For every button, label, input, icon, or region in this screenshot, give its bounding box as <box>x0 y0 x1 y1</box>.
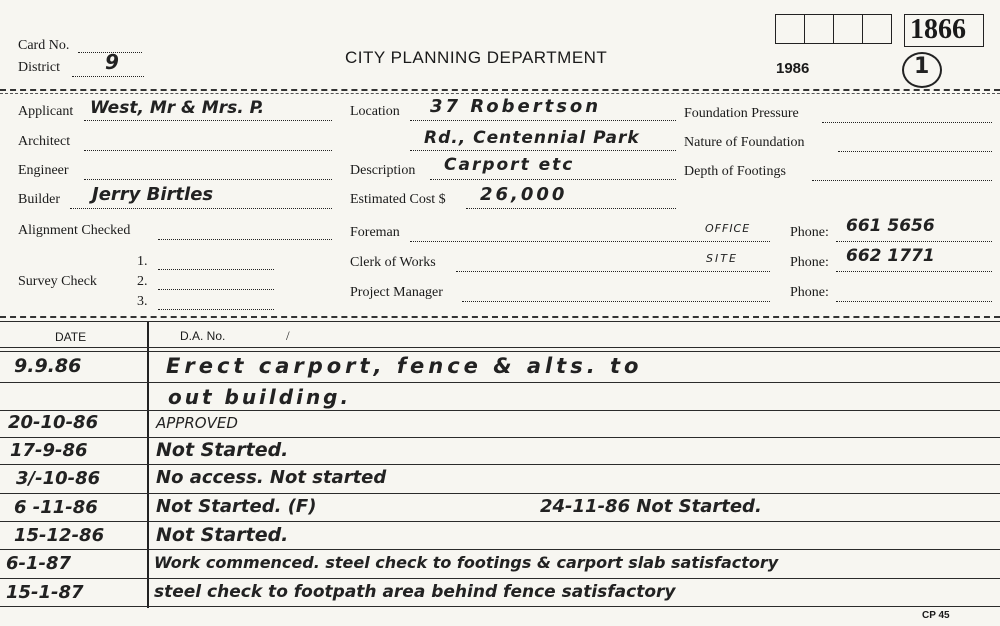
log-rule-1 <box>0 351 1000 352</box>
log-entry-8: Work commenced. steel check to footings & carport slab satisfactory <box>154 553 779 572</box>
number-box-1 <box>775 14 805 44</box>
log-date-8: 6-1-87 <box>6 553 72 574</box>
da-value: / <box>286 328 290 343</box>
log-rule-7 <box>0 521 1000 522</box>
log-date-4: 17-9-86 <box>10 440 88 461</box>
phone-value-2: 662 1771 <box>846 246 935 266</box>
department-title: CITY PLANNING DEPARTMENT <box>345 48 608 67</box>
log-rule-6 <box>0 493 1000 494</box>
phone-label-2: Phone: <box>790 255 829 270</box>
district-value: 9 <box>105 50 119 74</box>
circled-number: 1 <box>914 54 930 79</box>
phone-value-1: 661 5656 <box>846 216 935 236</box>
foreman-label: Foreman <box>350 225 400 240</box>
log-entry-6-extra: 24-11-86 Not Started. <box>540 496 762 517</box>
cost-label: Estimated Cost $ <box>350 192 446 207</box>
log-entry-2: out building. <box>168 385 352 409</box>
card-number: 1866 <box>910 14 966 45</box>
top-perforation <box>0 89 1000 91</box>
log-rule-3 <box>0 410 1000 411</box>
survey-item-1: 1. <box>137 254 148 269</box>
log-perforation <box>0 316 1000 318</box>
nature-line <box>838 135 992 152</box>
phone-label-1: Phone: <box>790 225 829 240</box>
log-date-5: 3/-10-86 <box>16 468 101 489</box>
log-entry-6: Not Started. (F) <box>156 496 317 517</box>
alignment-label: Alignment Checked <box>18 223 131 238</box>
date-column-divider <box>147 322 149 608</box>
top-perforation-2 <box>0 93 1000 94</box>
log-date-3: 20-10-86 <box>8 412 99 433</box>
log-date-6: 6 -11-86 <box>14 497 98 518</box>
description-label: Description <box>350 163 416 178</box>
log-rule-10 <box>0 606 1000 607</box>
survey-item-2: 2. <box>137 274 148 289</box>
alignment-line <box>158 223 332 240</box>
manager-line <box>462 285 770 302</box>
log-date-1: 9.9.86 <box>14 355 82 377</box>
log-rule-2 <box>0 382 1000 383</box>
location-label: Location <box>350 104 400 119</box>
survey-item-3: 3. <box>137 294 148 309</box>
builder-value: Jerry Birtles <box>92 184 214 205</box>
survey-line-1 <box>158 254 274 270</box>
engineer-line <box>84 163 332 180</box>
log-entry-3: APPROVED <box>156 414 238 432</box>
log-entry-9: steel check to footpath area behind fence satisfactory <box>154 582 676 602</box>
architect-label: Architect <box>18 134 71 149</box>
log-rule-4 <box>0 437 1000 438</box>
phone-label-3: Phone: <box>790 285 829 300</box>
log-rule-8 <box>0 549 1000 550</box>
location-line2-value: Rd., Centennial Park <box>424 128 640 148</box>
survey-line-2 <box>158 274 274 290</box>
location-line1-value: 37 Robertson <box>430 96 602 117</box>
log-entry-7: Not Started. <box>156 524 289 546</box>
number-box-3 <box>833 14 863 44</box>
log-entry-4: Not Started. <box>156 439 289 461</box>
foundation-pressure-label: Foundation Pressure <box>684 106 799 121</box>
site-tag: SITE <box>706 252 738 265</box>
phone-line-3 <box>836 285 992 302</box>
number-box-4 <box>862 14 892 44</box>
log-rule-9 <box>0 578 1000 579</box>
da-header: D.A. No. <box>180 329 226 343</box>
log-rule-header <box>0 347 1000 348</box>
nature-label: Nature of Foundation <box>684 135 805 150</box>
description-value: Carport etc <box>444 155 575 175</box>
applicant-value: West, Mr & Mrs. P. <box>90 98 265 118</box>
log-entry-5: No access. Not started <box>156 467 387 488</box>
log-date-7: 15-12-86 <box>14 525 105 546</box>
manager-label: Project Manager <box>350 285 443 300</box>
log-rule-5 <box>0 464 1000 465</box>
card-no-label: Card No. <box>18 38 70 53</box>
applicant-label: Applicant <box>18 104 74 119</box>
foundation-pressure-line <box>822 106 992 123</box>
architect-line <box>84 134 332 151</box>
engineer-label: Engineer <box>18 163 69 178</box>
log-top-rule <box>0 321 1000 322</box>
office-tag: OFFICE <box>705 222 751 235</box>
builder-label: Builder <box>18 192 60 207</box>
clerk-label: Clerk of Works <box>350 255 436 270</box>
cost-value: 26,000 <box>480 184 568 205</box>
form-code: CP 45 <box>922 610 950 621</box>
depth-label: Depth of Footings <box>684 164 786 179</box>
log-entry-1: Erect carport, fence & alts. to <box>166 354 643 378</box>
district-label: District <box>18 60 60 75</box>
survey-label: Survey Check <box>18 274 97 289</box>
number-box-2 <box>804 14 834 44</box>
log-date-9: 15-1-87 <box>6 582 84 603</box>
year: 1986 <box>776 60 810 77</box>
depth-line <box>812 164 992 181</box>
survey-line-3 <box>158 294 274 310</box>
date-header: DATE <box>55 330 87 344</box>
